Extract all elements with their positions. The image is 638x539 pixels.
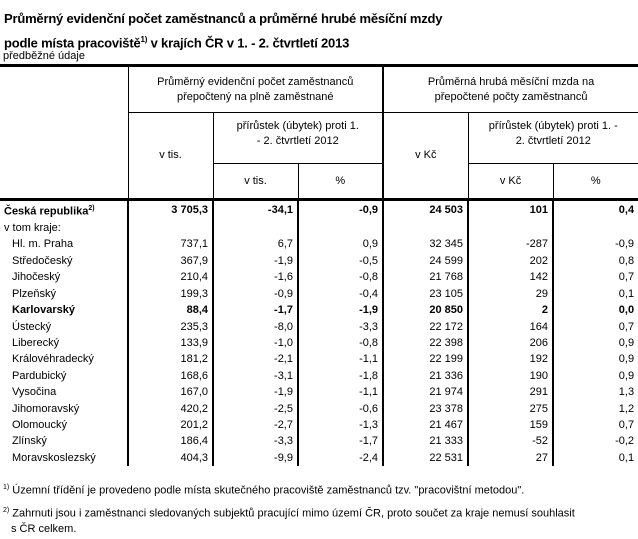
header-v-tis: v tis.: [128, 113, 213, 200]
cell: 367,9: [128, 253, 213, 269]
cell: -1,0: [213, 335, 298, 351]
header-employees: Průměrný evidenční počet zaměstnanců přepočtený na plně zaměstnané: [128, 66, 383, 113]
cell: -1,7: [213, 302, 298, 318]
row-name: Pardubický: [12, 369, 67, 382]
cell: 164: [468, 319, 553, 335]
cell: -8,0: [213, 319, 298, 335]
footnote-ref: 2): [88, 205, 95, 212]
table-body: [0, 200, 638, 467]
cell: 275: [468, 401, 553, 417]
cell: 21 336: [383, 368, 468, 384]
header-sub-v-kc: v Kč: [468, 164, 553, 200]
cell: -3,3: [213, 433, 298, 449]
cell: -1,1: [298, 351, 383, 367]
cell: 404,3: [128, 450, 213, 466]
cell: 0,8: [553, 253, 638, 269]
row-name: Královéhradecký: [12, 353, 94, 366]
table-row: [0, 269, 638, 285]
cell: 22 172: [383, 319, 468, 335]
cell: -3,3: [298, 319, 383, 335]
cell: -52: [468, 433, 553, 449]
row-name-text: Česká republika: [4, 205, 89, 218]
cell: -9,9: [213, 450, 298, 466]
cell: -0,8: [298, 269, 383, 285]
cell: 20 850: [383, 302, 468, 318]
cell: 420,2: [128, 401, 213, 417]
cell: 133,9: [128, 335, 213, 351]
cell: 206: [468, 335, 553, 351]
cell: -1,3: [298, 417, 383, 433]
header-wages: Průměrná hrubá měsíční mzda na přepočtené počty zaměstnanců: [383, 66, 638, 113]
table-row: [0, 401, 638, 417]
footnote-text: Územní třídění je provedeno podle místa skutečného pracoviště zaměstnanců tzv. "pracovištní metodou".: [12, 484, 525, 497]
header-sub-pct: %: [298, 164, 383, 200]
cell: 0,1: [553, 450, 638, 466]
footnote-text: Zahrnuti jsou i zaměstnanci sledovaných subjektů pracující mimo území ČR, proto součet za kraje nemusí souhlasit: [12, 507, 575, 520]
title-line-1: Průměrný evidenční počet zaměstnanců a průměrné hrubé měsíční mzdy: [4, 11, 443, 26]
header-growth-employees: přírůstek (úbytek) proti 1. - 2. čtvrtletí 2012: [213, 113, 383, 164]
cell: 0,0: [553, 302, 638, 318]
cell: -1,9: [213, 384, 298, 400]
cell: -1,9: [213, 253, 298, 269]
cell: 23 105: [383, 286, 468, 302]
footnote-2: [3, 503, 575, 537]
footnote-mark: 1): [3, 484, 10, 491]
cell: 6,7: [213, 236, 298, 252]
cell: 21 333: [383, 433, 468, 449]
cell: -0,9: [553, 236, 638, 252]
cell: 291: [468, 384, 553, 400]
row-name: [0, 200, 128, 221]
cell: 0,7: [553, 269, 638, 285]
cell: 21 467: [383, 417, 468, 433]
footnote-mark: 2): [3, 507, 10, 514]
table-row: [0, 433, 638, 449]
cell: 210,4: [128, 269, 213, 285]
cell: 235,3: [128, 319, 213, 335]
table-row: [0, 319, 638, 335]
table-row: [0, 236, 638, 252]
row-name: Vysočina: [12, 386, 57, 399]
row-name: Karlovarský: [12, 304, 75, 317]
cell: 29: [468, 286, 553, 302]
cell: 0,9: [553, 368, 638, 384]
page-title: [4, 8, 442, 53]
row-name: Olomoucký: [12, 418, 68, 431]
cell: 192: [468, 351, 553, 367]
cell: 0,9: [553, 351, 638, 367]
row-name: Jihočeský: [12, 271, 61, 284]
cell: 0,7: [553, 417, 638, 433]
cell: -1,6: [213, 269, 298, 285]
cell: 199,3: [128, 286, 213, 302]
cell: 168,6: [128, 368, 213, 384]
cell: 22 531: [383, 450, 468, 466]
cell: 21 974: [383, 384, 468, 400]
row-name: Moravskoslezský: [12, 451, 96, 464]
cell: 101: [468, 200, 553, 221]
cell: 201,2: [128, 417, 213, 433]
cell: -287: [468, 236, 553, 252]
cell: 737,1: [128, 236, 213, 252]
cell: -0,9: [213, 286, 298, 302]
table-row: [0, 368, 638, 384]
table-row: [0, 253, 638, 269]
cell: 190: [468, 368, 553, 384]
row-name: Liberecký: [12, 336, 60, 349]
header-blank: [0, 66, 128, 200]
cell: -0,5: [298, 253, 383, 269]
row-name: Hl. m. Praha: [12, 238, 74, 251]
table-row-section: [0, 220, 638, 236]
cell: 27: [468, 450, 553, 466]
cell: -34,1: [213, 200, 298, 221]
row-name: Zlínský: [12, 435, 47, 448]
table-row: [0, 384, 638, 400]
cell: 88,4: [128, 302, 213, 318]
cell: -2,7: [213, 417, 298, 433]
cell: -2,1: [213, 351, 298, 367]
cell: -0,8: [298, 335, 383, 351]
row-name: Středočeský: [12, 254, 73, 267]
cell: 3 705,3: [128, 200, 213, 221]
data-table: [0, 64, 638, 466]
cell: 181,2: [128, 351, 213, 367]
header-v-kc: v Kč: [383, 113, 468, 200]
header-sub-pct-2: %: [553, 164, 638, 200]
cell: 0,1: [553, 286, 638, 302]
cell: -0,9: [298, 200, 383, 221]
cell: -3,1: [213, 368, 298, 384]
cell: 0,4: [553, 200, 638, 221]
cell: 167,0: [128, 384, 213, 400]
cell: 0,7: [553, 319, 638, 335]
cell: 0,9: [553, 335, 638, 351]
subtitle: předběžné údaje: [3, 50, 85, 62]
table-row: [0, 335, 638, 351]
footnote-ref: 1): [140, 35, 148, 44]
cell: 202: [468, 253, 553, 269]
table-row: [0, 302, 638, 318]
cell: 23 378: [383, 401, 468, 417]
title-text: podle místa pracoviště: [4, 35, 141, 51]
cell: 32 345: [383, 236, 468, 252]
header-growth-wages: přírůstek (úbytek) proti 1. - 2. čtvrtletí 2012: [468, 113, 638, 164]
cell: 142: [468, 269, 553, 285]
cell: -0,4: [298, 286, 383, 302]
cell: 159: [468, 417, 553, 433]
header-sub-v-tis: v tis.: [213, 164, 298, 200]
row-name: Jihomoravský: [12, 402, 80, 415]
table-row: [0, 286, 638, 302]
cell: 21 768: [383, 269, 468, 285]
cell: 22 199: [383, 351, 468, 367]
section-label: v tom kraje:: [4, 222, 61, 235]
cell: -1,1: [298, 384, 383, 400]
cell: -2,4: [298, 450, 383, 466]
cell: -1,8: [298, 368, 383, 384]
cell: 1,3: [553, 384, 638, 400]
cell: 186,4: [128, 433, 213, 449]
cell: 2: [468, 302, 553, 318]
table-row: [0, 417, 638, 433]
cell: -0,6: [298, 401, 383, 417]
footnote-text-cont: s ČR celkem.: [11, 522, 77, 535]
cell: -0,2: [553, 433, 638, 449]
cell: 24 599: [383, 253, 468, 269]
row-name: Plzeňský: [12, 287, 57, 300]
cell: 1,2: [553, 401, 638, 417]
footnote-1: [3, 480, 524, 499]
title-text-rest: v krajích ČR v 1. - 2. čtvrtletí 2013: [147, 35, 350, 51]
cell: 24 503: [383, 200, 468, 221]
cell: -2,5: [213, 401, 298, 417]
row-name: Ústecký: [12, 320, 52, 333]
cell: -1,9: [298, 302, 383, 318]
table-row-total: [0, 200, 638, 221]
cell: 22 398: [383, 335, 468, 351]
cell: -1,7: [298, 433, 383, 449]
cell: 0,9: [298, 236, 383, 252]
table-row: [0, 351, 638, 367]
table-row: [0, 450, 638, 466]
